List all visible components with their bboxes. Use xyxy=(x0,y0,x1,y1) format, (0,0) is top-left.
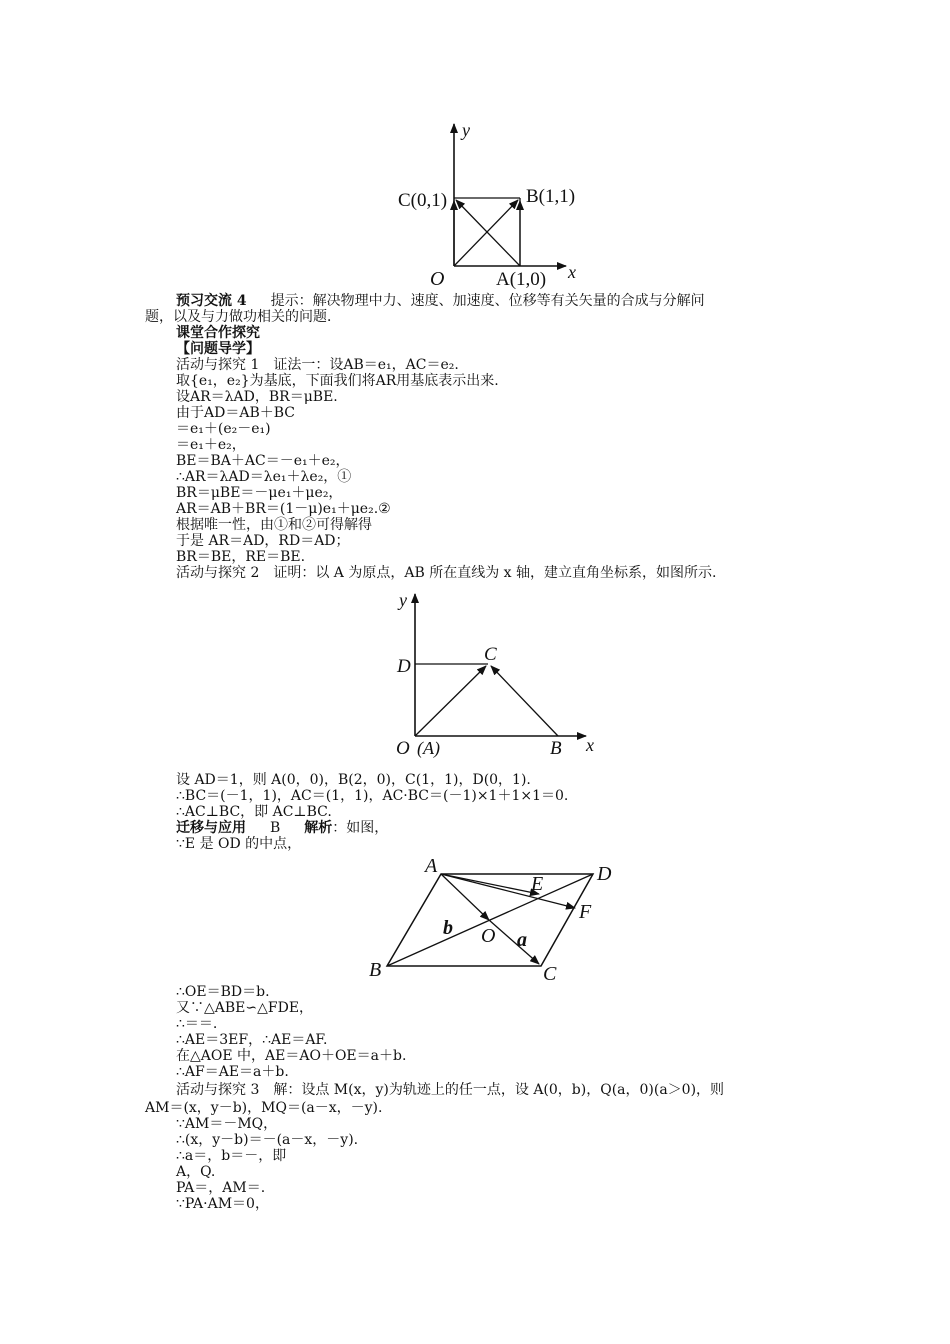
text-line: ∵PA·AM＝0， xyxy=(176,1196,269,1212)
figure-unit-square xyxy=(390,118,590,288)
figure-triangle-coords xyxy=(390,588,610,760)
subsection-heading: 【问题导学】 xyxy=(176,341,260,357)
vector-b xyxy=(441,874,489,920)
point-e-label: E xyxy=(531,873,544,895)
vector-b-label: b xyxy=(443,917,453,939)
vector-bc xyxy=(491,666,558,736)
text-line: 设 AD＝1，则 A(0，0)，B(2，0)，C(1，1)，D(0，1). xyxy=(176,772,531,788)
point-b-label: B xyxy=(550,738,562,759)
text-line: ∴a＝，b＝－，即 xyxy=(176,1148,287,1164)
vector-a-label: a xyxy=(517,929,527,951)
text-line: ∴AF＝AE＝a＋b. xyxy=(176,1064,289,1080)
text-line: 由于AD＝AB＋BC xyxy=(176,405,295,421)
text-line: 根据唯一性，由①和②可得解得 xyxy=(176,517,372,533)
preview-exchange-line xyxy=(176,293,705,309)
text-line: 于是 AR＝AD，RD＝AD； xyxy=(176,533,350,549)
text-line: 又∵△ABE∽△FDE， xyxy=(176,1000,314,1016)
text-line: ＝e₁＋(e₂－e₁) xyxy=(176,421,271,437)
vector-a xyxy=(489,920,539,964)
text-line: BR＝BE，RE＝BE. xyxy=(176,549,306,565)
text-line: AR＝AB＋BR＝(1－μ)e₁＋μe₂.② xyxy=(176,501,391,517)
text-line: ＝e₁＋e₂， xyxy=(176,437,246,453)
transfer-application-line xyxy=(176,820,388,836)
diagonal-bd xyxy=(387,874,593,966)
text-line: 在△AOE 中，AE＝AO＋OE＝a＋b. xyxy=(176,1048,407,1064)
vector-ae xyxy=(441,874,539,894)
origin-label: O xyxy=(430,268,445,290)
point-c-label: C xyxy=(543,963,557,985)
answer-choice: B xyxy=(270,820,281,836)
text-line: 活动与探究 2 证明：以 A 为原点，AB 所在直线为 x 轴，建立直角坐标系，如图所示. xyxy=(176,565,717,581)
section-heading: 课堂合作探究 xyxy=(176,325,260,341)
point-a-label: A xyxy=(425,855,438,877)
text-line: 题，以及与力做功相关的问题． xyxy=(145,309,341,325)
point-c-label: C(0,1) xyxy=(398,190,448,211)
x-axis-label: x xyxy=(568,262,576,282)
text-line: A，Q. xyxy=(176,1164,216,1180)
preview-exchange-text: 提示：解决物理中力、速度、加速度、位移等有关矢量的合成与分解问 xyxy=(270,293,705,309)
origin-alias-label: (A) xyxy=(417,738,440,758)
origin-label: O xyxy=(396,738,410,759)
point-b-label: B xyxy=(369,959,382,981)
text-line: 取{e₁，e₂}为基底，下面我们将AR用基底表示出来. xyxy=(176,373,499,389)
y-axis-label: y xyxy=(399,590,407,610)
diagonal-ac xyxy=(456,200,520,266)
diagonal-ob xyxy=(454,200,518,266)
y-axis-label: y xyxy=(462,120,470,140)
point-f-label: F xyxy=(579,901,592,923)
text-line: BR＝μBE＝－μe₁＋μe₂， xyxy=(176,485,343,501)
text-line: ∵AM＝－MQ， xyxy=(176,1116,278,1132)
text-line: ∴(x，y－b)＝－(a－x，－y). xyxy=(176,1132,359,1148)
text-line: ∴OE＝BD＝b. xyxy=(176,984,270,1000)
preview-exchange-label: 预习交流 4 xyxy=(176,293,247,309)
point-o-label: O xyxy=(481,925,496,947)
analysis-text: ：如图， xyxy=(332,820,389,836)
text-line: BE＝BA＋AC＝－e₁＋e₂， xyxy=(176,453,350,469)
figure-parallelogram xyxy=(365,852,625,984)
text-line: ∴AR＝λAD＝λe₁＋λe₂，① xyxy=(176,469,352,485)
text-line: ∴BC＝(－1，1)，AC＝(1，1)，AC·BC＝(－1)×1＋1×1＝0. xyxy=(176,788,569,804)
text-line: 活动与探究 1 证法一：设AB＝e₁，AC＝e₂. xyxy=(176,357,459,373)
point-b-label: B(1,1) xyxy=(526,186,576,207)
x-axis-label: x xyxy=(586,735,594,755)
transfer-application-label: 迁移与应用 xyxy=(176,820,246,836)
text-line: PA＝，AM＝. xyxy=(176,1180,266,1196)
text-line: ∵E 是 OD 的中点， xyxy=(176,836,302,852)
point-d-label: D xyxy=(397,656,411,677)
analysis-label: 解析 xyxy=(304,820,333,836)
point-d-label: D xyxy=(597,863,612,885)
text-line: AM＝(x，y－b)，MQ＝(a－x，－y). xyxy=(145,1100,383,1116)
text-line: 活动与探究 3 解：设点 M(x，y)为轨迹上的任一点，设 A(0，b)，Q(a，0)(a＞0)，则 xyxy=(176,1082,725,1098)
text-line: ∴AC⊥BC，即 AC⊥BC. xyxy=(176,804,332,820)
text-line: 设AR＝λAD，BR＝μBE. xyxy=(176,389,338,405)
point-a-label: A(1,0) xyxy=(496,269,547,290)
vector-ac xyxy=(415,666,486,736)
text-line: ∴AE＝3EF，∴AE＝AF. xyxy=(176,1032,328,1048)
point-c-label: C xyxy=(484,644,497,665)
text-line: ∴＝＝. xyxy=(176,1016,218,1032)
